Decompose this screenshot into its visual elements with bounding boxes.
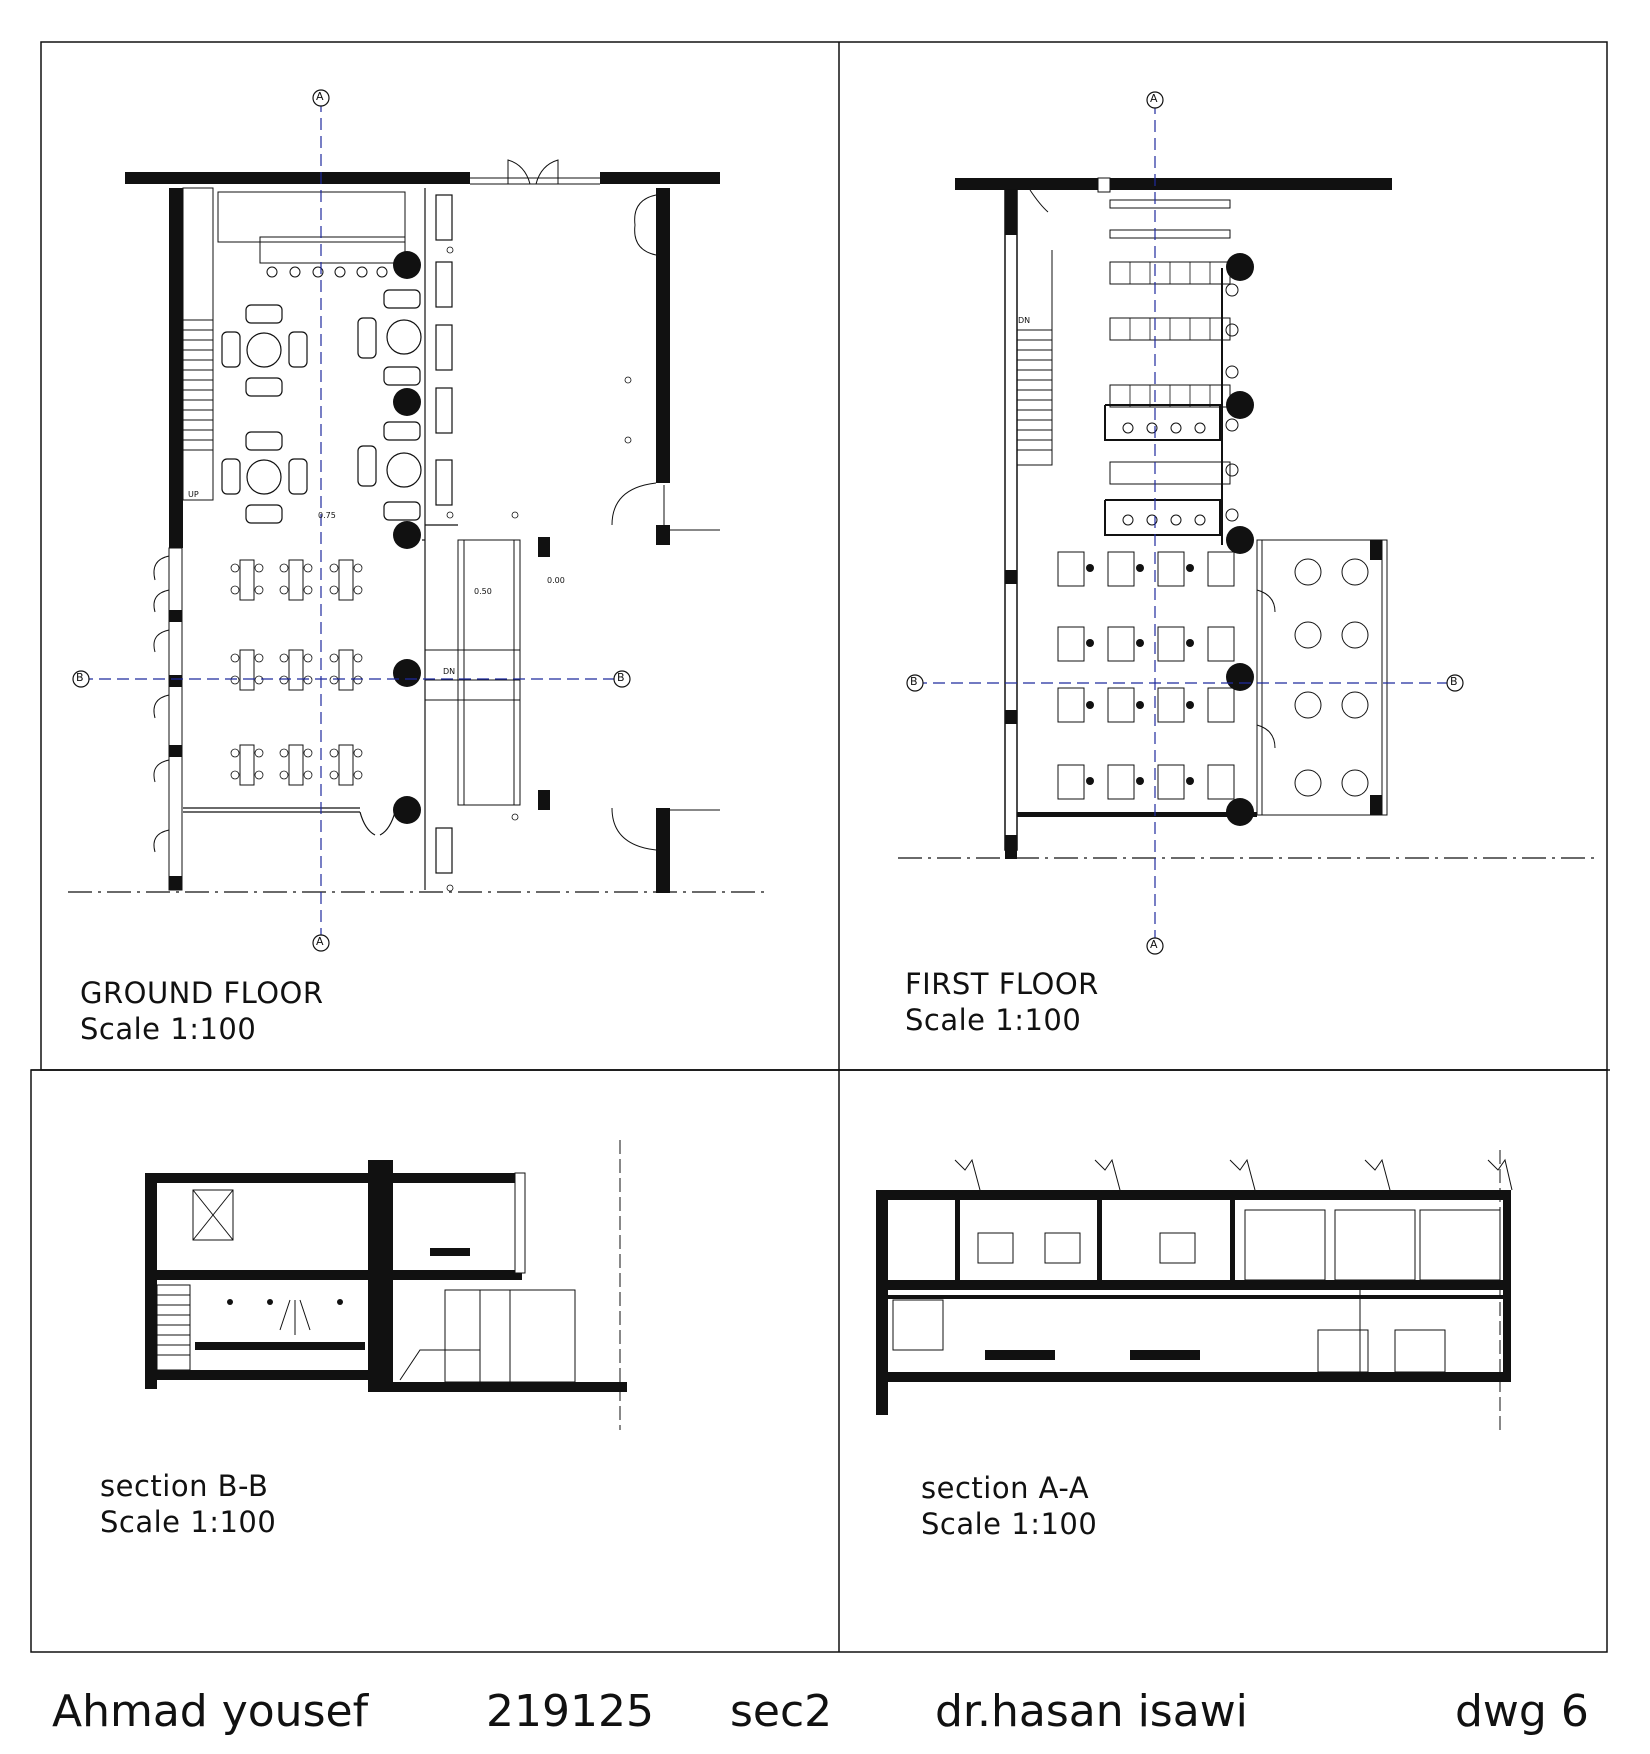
ground-floor-title: GROUND FLOOR [80,976,324,1010]
axis-a-label: A [316,935,324,948]
axis-b-label: B [617,671,625,684]
level-000-label: 0.00 [547,576,565,585]
axis-b-label: B [1450,675,1458,688]
dn-label: DN [443,667,456,676]
level-050-label: 0.50 [474,587,492,596]
axis-b-label: B [76,671,84,684]
section-bb-drawing [145,1140,627,1430]
up-label: UP [188,490,199,499]
section-aa-title: section A-A [921,1471,1090,1505]
dn-label: DN [1018,316,1031,325]
section-aa-drawing [876,1150,1512,1435]
section-bb-scale: Scale 1:100 [100,1505,277,1539]
first-floor-plan [898,92,1598,954]
first-floor-title: FIRST FLOOR [905,967,1099,1001]
footer-student-name: Ahmad yousef [52,1686,369,1737]
ground-floor-scale: Scale 1:100 [80,1012,257,1046]
ground-floor-caption [80,975,324,1047]
footer-drawing-number: dwg 6 [1455,1686,1589,1737]
ground-floor-plan [68,90,765,951]
axis-a-label: A [1150,938,1158,951]
axis-a-label: A [1150,92,1158,105]
level-075-label: 0.75 [318,511,336,520]
section-aa-caption [921,1470,1097,1542]
footer-section: sec2 [730,1686,833,1737]
section-bb-caption [100,1468,276,1540]
sheet-frame [31,42,1610,1652]
section-bb-title: section B-B [100,1469,269,1503]
first-floor-scale: Scale 1:100 [905,1003,1082,1037]
axis-a-label: A [316,90,324,103]
axis-b-label: B [910,675,918,688]
footer-instructor: dr.hasan isawi [935,1686,1248,1737]
first-floor-caption [905,966,1099,1038]
footer-student-id: 219125 [486,1686,654,1737]
section-aa-scale: Scale 1:100 [921,1507,1098,1541]
